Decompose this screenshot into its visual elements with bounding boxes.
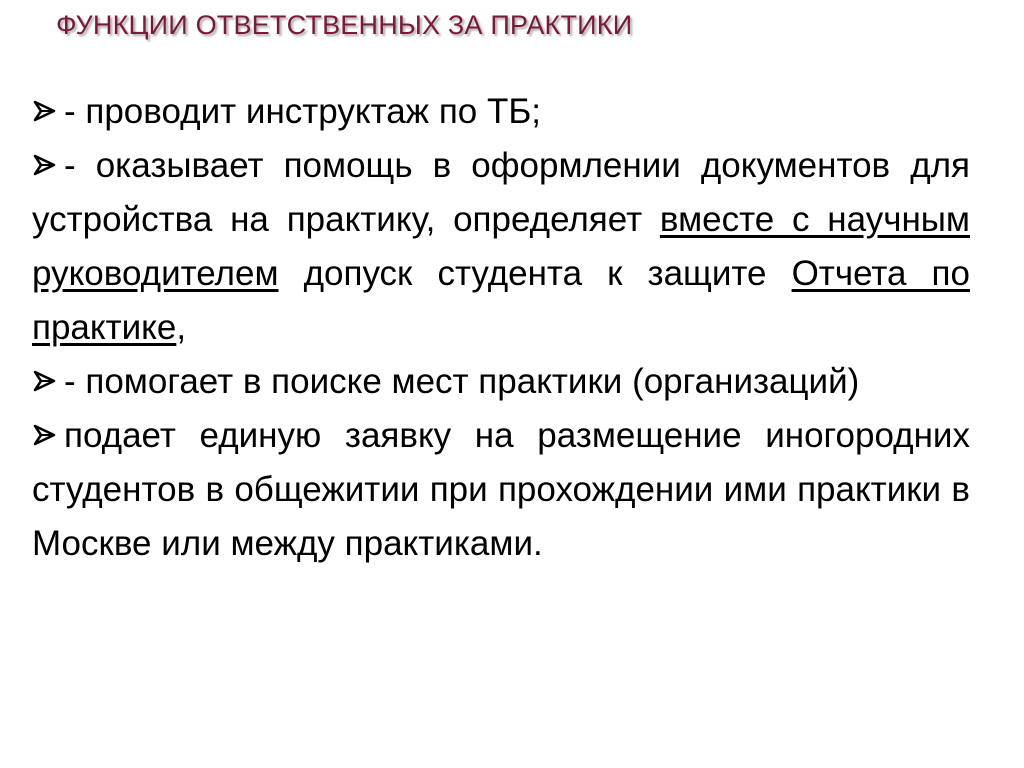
arrow-checkmark-bullet-icon <box>32 150 62 180</box>
underlined-phrase: Отчета по практике <box>32 254 970 347</box>
arrow-checkmark-bullet-icon <box>32 420 62 450</box>
bullet-list <box>32 85 970 571</box>
list-item-text: - проводит инструктаж по ТБ; <box>64 92 542 131</box>
underlined-phrase: вместе с научным руководителем <box>32 200 970 293</box>
list-item <box>32 355 970 409</box>
list-item-text: - оказывает помощь в оформлении документов для устройства на практику, определяет <box>32 146 970 239</box>
list-item <box>32 409 970 571</box>
arrow-checkmark-bullet-icon <box>32 96 62 126</box>
list-item <box>32 85 970 139</box>
list-item-text: - помогает в поиске мест практики (организаций) <box>64 362 860 401</box>
list-item-text: подает единую заявку на размещение иногородних студентов в общежитии при прохождении ими практики в Москве или между практиками. <box>32 416 970 563</box>
arrow-checkmark-bullet-icon <box>32 366 62 396</box>
slide-title: ФУНКЦИИ ОТВЕТСТВЕННЫХ ЗА ПРАКТИКИ <box>56 10 633 40</box>
list-item <box>32 139 970 355</box>
list-item-text: допуск студента к защите <box>278 254 792 293</box>
list-item-text: , <box>176 308 187 347</box>
